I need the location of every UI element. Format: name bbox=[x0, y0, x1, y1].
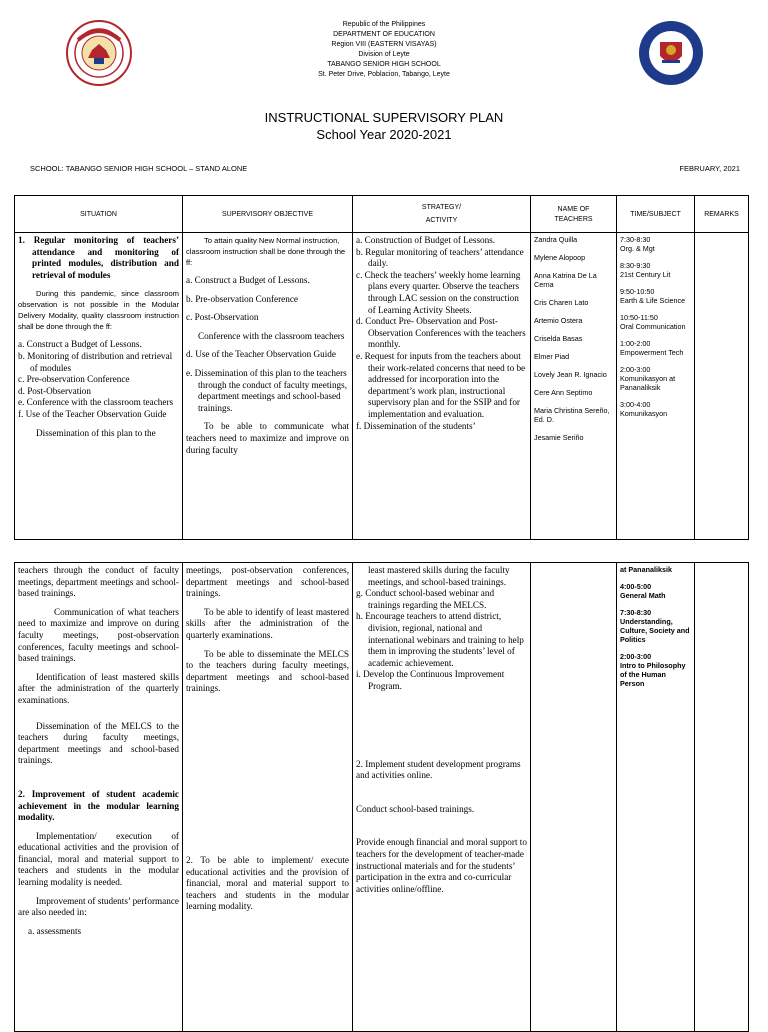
strategy-cell: least mastered skills during the faculty meetings, and school-based trainings. g. Conduct school-based webinar and trainings regarding the MELCS. h. Encourage teachers to attend district, division, regional, national and international webinars and training to help them in improving the students’ level of academic achievement. i. Develop the Continuous Improvement Program. 2. Implement student development programs and activities online. Conduct school-based trainings. Provide enough financial and moral support to teachers for the development of teacher-made instructional materials and for the students’ participation in the extra and co-curricular activities online/offline. bbox=[353, 563, 531, 1032]
school-year: School Year 2020-2021 bbox=[316, 127, 452, 142]
list-item: a. Construct a Budget of Lessons. bbox=[18, 339, 142, 350]
teacher-name: Jesamie Seriño bbox=[534, 433, 584, 442]
header-line-1: Republic of the Philippines bbox=[342, 21, 426, 28]
document-header bbox=[0, 0, 768, 90]
strategy-item: f. Dissemination of the students’ bbox=[356, 420, 476, 431]
schedule-entry: 9:50-10:50 Earth & Life Science bbox=[620, 287, 686, 305]
school-label: SCHOOL: TABANGO SENIOR HIGH SCHOOL – STAND ALONE bbox=[30, 164, 248, 173]
remarks-cell bbox=[695, 563, 749, 1032]
schedule-entry: 7:30-8:30 Org. & Mgt bbox=[620, 235, 655, 253]
strategy-item: i. Develop the Continuous Improvement Program. bbox=[356, 669, 505, 691]
schedule-entry: 4:00-5:00 General Math bbox=[620, 582, 666, 600]
schedule-entry: 8:30-9:30 21st Century Lit bbox=[620, 261, 671, 279]
strategy-item: c. Check the teachers’ weekly home learning plans every quarter. Observe the teachers through LAC session on the construction of Learning Activity Sheets. bbox=[356, 269, 521, 315]
header-line-3: Region VIII (EASTERN VISAYAS) bbox=[331, 41, 437, 48]
strategy-item: b. Regular monitoring of teachers’ attendance daily. bbox=[356, 246, 524, 269]
list-item: d. Post-Observation bbox=[18, 385, 91, 396]
teacher-name: Anna Katrina De La Cerna bbox=[534, 271, 597, 289]
schedule-entry: 2:00-3:00 Intro to Philosophy of the Human Person bbox=[620, 652, 686, 688]
teacher-name: Artemio Ostera bbox=[534, 316, 583, 325]
schedule-entry: 2:00-3:00 Komunikasyon at Pananaliksik bbox=[620, 365, 676, 392]
col-time-subject: TIME/SUBJECT bbox=[617, 196, 695, 233]
situation-cell: teachers through the conduct of faculty meetings, department meetings and school-based trainings. Communication of what teachers need to maximize and improve on during faculty meetings, post-observation conferences, faculty meetings and school-based trainings. Identification of least mastered skills after the administration of the quarterly examinations. Dissemination of the MELCS to the teachers during faculty meetings, department meetings and school-based trainings. 2. Improvement of student academic achievement in the modular learning modality. Implementation/ execution of educational activities and the provision of financial, moral and material support to teachers and students in the modular learning modality is needed. Improvement of students’ performance are also needed in: a. assessments bbox=[15, 563, 183, 1032]
teacher-name: Cere Ann Septimo bbox=[534, 388, 593, 397]
supervisory-plan-table-1 bbox=[14, 195, 749, 540]
objective-intro: To attain quality New Normal instruction, classroom instruction shall be done through the ff: bbox=[186, 236, 346, 267]
col-remarks: REMARKS bbox=[695, 196, 749, 233]
header-line-2: DEPARTMENT OF EDUCATION bbox=[333, 31, 435, 38]
teacher-name: Cris Charen Lato bbox=[534, 298, 589, 307]
situation-intro: During this pandemic, since classroom observation is not possible in the Modular Delivery Modality, quality classroom instruction shall be done through the ff: bbox=[18, 289, 179, 332]
header-line-5: TABANGO SENIOR HIGH SCHOOL bbox=[327, 61, 441, 68]
col-objective: SUPERVISORY OBJECTIVE bbox=[183, 196, 353, 233]
situation-tail: Dissemination of this plan to the bbox=[36, 427, 156, 438]
strategy-item: e. Request for inputs from the teachers about their work-related concerns that need to be addressed for incorporation into the department’s work plan, instructional supervisory plan and for the SSIP and for implementation and evaluation. bbox=[356, 350, 526, 419]
strategy-item: d. Conduct Pre- Observation and Post-Observation Conferences with the teachers monthly. bbox=[356, 316, 526, 350]
teacher-name: Lovely Jean R. Ignacio bbox=[534, 370, 607, 379]
remarks-cell bbox=[695, 233, 749, 540]
col-strategy: STRATEGY/ ACTIVITY bbox=[353, 196, 531, 233]
time-subject-cell bbox=[617, 233, 695, 540]
header-line-6: St. Peter Drive, Poblacion, Tabango, Leyte bbox=[318, 71, 450, 78]
teacher-name: Elmer Piad bbox=[534, 352, 570, 361]
list-item: b. Monitoring of distribution and retrieval of modules bbox=[18, 350, 173, 373]
header-line-4: Division of Leyte bbox=[358, 51, 410, 58]
col-teachers: NAME OF TEACHERS bbox=[531, 196, 617, 233]
situation-cell: 1. Regular monitoring of teachers’ attendance and monitoring of printed modules, distribution and retrieval of modules During this pandemic, since classroom observation is not possible in the Modular Delivery Modality, quality classroom instruction shall be done through the ff: a. Construct a Budget of Lessons. b. Monitoring of distribution and retrieval of modules c. Pre-observation Conference d. Post-Observation e. Conference with the classroom teachers f. Use of the Teacher Observation Guide Dissemination of this plan to the bbox=[15, 233, 183, 540]
teacher-name: Zandra Quilla bbox=[534, 235, 578, 244]
strategy-item: a. Construction of Budget of Lessons. bbox=[356, 235, 496, 245]
supervisory-plan-table-2 bbox=[14, 562, 749, 1032]
schedule-entry: 10:50-11:50 Oral Communication bbox=[620, 313, 686, 331]
col-situation: SITUATION bbox=[15, 196, 183, 233]
strategy-item: h. Encourage teachers to attend district, division, regional, national and international webinars and training to help them in improving the students’ level of academic achievement. bbox=[356, 611, 524, 668]
time-subject-cell bbox=[617, 563, 695, 1032]
teacher-name: Maria Christina Sereño, Ed. D. bbox=[534, 406, 610, 424]
strategy-cell bbox=[353, 233, 531, 540]
strategy-item: g. Conduct school-based webinar and trainings regarding the MELCS. bbox=[356, 588, 495, 610]
teachers-cell bbox=[531, 233, 617, 540]
objective-cell: meetings, post-observation conferences, department meetings and school-based trainings. To be able to identify of least mastered skills after the administration of the quarterly examinations. To be able to disseminate the MELCS to the teachers during faculty meetings, department meetings and school-based trainings. 2. To be able to implement/ execute educational activities and the provision of financial, moral and material support to teachers and students in the modular learning modality. bbox=[183, 563, 353, 1032]
schedule-entry: 1:00-2:00 Empowerment Tech bbox=[620, 339, 684, 357]
teacher-name: Mylene Alopoop bbox=[534, 253, 586, 262]
list-item: e. Conference with the classroom teachers bbox=[18, 397, 174, 408]
schedule-entry: at Pananaliksik bbox=[620, 565, 672, 574]
date-label: FEBRUARY, 2021 bbox=[679, 164, 740, 173]
document-title: INSTRUCTIONAL SUPERVISORY PLAN bbox=[264, 110, 504, 125]
schedule-entry: 7:30-8:30 Understanding, Culture, Society and Politics bbox=[620, 608, 690, 644]
teachers-cell bbox=[531, 563, 617, 1032]
schedule-entry: 3:00-4:00 Komunikasyon bbox=[620, 400, 668, 418]
list-item: c. Pre-observation Conference bbox=[18, 374, 130, 385]
situation-list bbox=[18, 339, 179, 420]
list-item: f. Use of the Teacher Observation Guide bbox=[18, 408, 167, 419]
deped-seal-logo bbox=[638, 20, 704, 86]
teacher-name: Criselda Basas bbox=[534, 334, 583, 343]
objective-cell: To attain quality New Normal instruction, classroom instruction shall be done through the ff: a. Construct a Budget of Lessons. b. Pre-observation Conference c. Post-Observation Conference with the classroom teachers d. Use of the Teacher Observation Guide e. Dissemination of this plan to the teachers through the conduct of faculty meetings, department meetings and school-based trainings. To be able to communicate what teachers need to maximize and improve on during faculty bbox=[183, 233, 353, 540]
